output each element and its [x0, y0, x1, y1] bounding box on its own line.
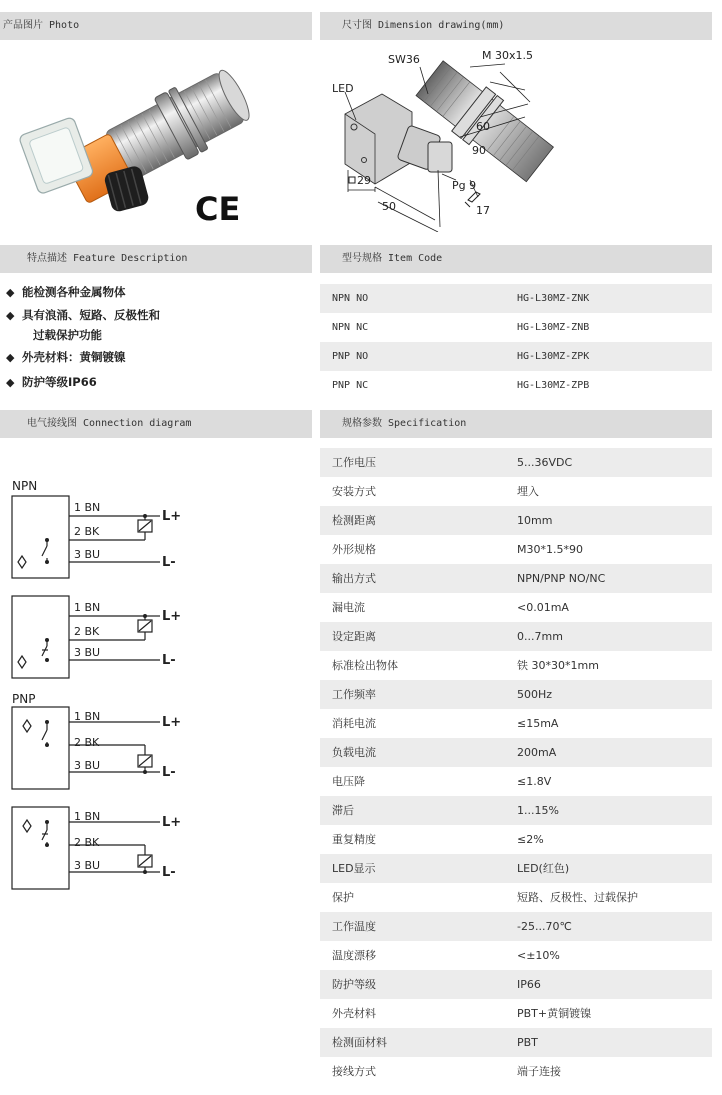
spec-name: 设定距离 [332, 630, 376, 643]
spec-name: 外壳材料 [332, 1007, 376, 1020]
wire-label: 2 BK [74, 836, 100, 849]
spec-row [320, 999, 712, 1028]
item-code: HG-L30MZ-ZPK [517, 351, 590, 362]
spec-value: 200mA [517, 746, 557, 759]
wire-label: 3 BU [74, 759, 101, 772]
wire-label: 2 BK [74, 525, 100, 538]
pnp-label: PNP [12, 692, 36, 706]
spec-value: 0...7mm [517, 630, 563, 643]
item-code-row [320, 342, 712, 371]
connection-header-text: 电气接线图 Connection diagram [27, 418, 192, 429]
spec-value: M30*1.5*90 [517, 543, 583, 556]
spec-name: 电压降 [332, 775, 365, 788]
connection-header [0, 410, 312, 438]
wire-label: 3 BU [74, 646, 101, 659]
photo-header-text: 产品图片 Photo [3, 20, 80, 31]
wire-label: 2 BK [74, 736, 100, 749]
spec-row [320, 593, 712, 622]
dim-60-label: 60 [476, 120, 490, 133]
spec-row [320, 564, 712, 593]
wire-label: 3 BU [74, 859, 101, 872]
connection-diagram [0, 470, 215, 895]
diamond-bullet-icon: ◆ [6, 286, 15, 299]
feature-text: 具有浪涌、短路、反极性和 [22, 308, 160, 322]
spec-name: 输出方式 [332, 572, 376, 585]
spec-row [320, 825, 712, 854]
spec-value: PBT [517, 1036, 538, 1049]
feature-text: 防护等级IP66 [22, 375, 97, 389]
wire-label: 3 BU [74, 548, 101, 561]
terminal-label: L- [162, 765, 176, 780]
wire-label: 1 BN [74, 710, 101, 723]
spec-value: 500Hz [517, 688, 553, 701]
spec-row [320, 970, 712, 999]
diamond-bullet-icon: ◆ [6, 309, 15, 322]
spec-row [320, 883, 712, 912]
spec-row [320, 535, 712, 564]
spec-name: 漏电流 [332, 601, 365, 614]
spec-name: 工作电压 [332, 456, 376, 469]
spec-value: 5...36VDC [517, 456, 573, 469]
photo-header [0, 12, 312, 40]
dim-90-label: 90 [472, 144, 486, 157]
spec-row [320, 854, 712, 883]
dimension-header [320, 12, 712, 40]
spec-value: 短路、反极性、过载保护 [517, 891, 638, 904]
spec-row [320, 506, 712, 535]
spec-name: 检测距离 [332, 514, 376, 527]
feature-header [0, 245, 312, 273]
spec-row [320, 941, 712, 970]
spec-row [320, 1057, 712, 1086]
spec-row [320, 1028, 712, 1057]
spec-value: 端子连接 [517, 1065, 561, 1078]
spec-name: 外形规格 [332, 543, 376, 556]
spec-name: 重复精度 [332, 833, 376, 846]
dim-led-label: LED [332, 82, 354, 95]
diamond-bullet-icon: ◆ [6, 351, 15, 364]
item-code: HG-L30MZ-ZPB [517, 380, 590, 391]
item-code-row [320, 313, 712, 342]
feature-item [6, 374, 97, 390]
ce-mark: CE [195, 190, 241, 228]
spec-name: 消耗电流 [332, 717, 376, 730]
spec-name: 负载电流 [332, 746, 376, 759]
specification-header-text: 规格参数 Specification [342, 418, 467, 429]
spec-value: ≤1.8V [517, 775, 552, 788]
spec-value: 铁 30*30*1mm [517, 659, 599, 672]
wire-label: 1 BN [74, 501, 101, 514]
terminal-label: L- [162, 653, 176, 668]
feature-header-text: 特点描述 Feature Description [27, 253, 188, 264]
item-type: NPN NC [332, 322, 369, 333]
spec-value: 1...15% [517, 804, 559, 817]
spec-value: <0.01mA [517, 601, 569, 614]
diamond-bullet-icon: ◆ [6, 376, 15, 389]
spec-name: LED显示 [332, 862, 376, 875]
item-code-row [320, 284, 712, 313]
item-type: NPN NO [332, 293, 369, 304]
spec-value: PBT+黄铜镀镍 [517, 1007, 592, 1020]
spec-row [320, 738, 712, 767]
feature-item [6, 349, 126, 365]
terminal-label: L- [162, 555, 176, 570]
spec-name: 安装方式 [332, 485, 376, 498]
dim-wrench-label: 17 [476, 204, 490, 217]
item-code: HG-L30MZ-ZNK [517, 293, 590, 304]
spec-value: <±10% [517, 949, 560, 962]
feature-item [6, 307, 160, 323]
spec-value: ≤15mA [517, 717, 559, 730]
item-code: HG-L30MZ-ZNB [517, 322, 590, 333]
spec-row [320, 912, 712, 941]
spec-value: 埋入 [517, 485, 539, 498]
spec-row [320, 477, 712, 506]
spec-name: 检测面材料 [332, 1036, 387, 1049]
dim-thread-label: M 30x1.5 [482, 49, 533, 62]
terminal-label: L- [162, 865, 176, 880]
terminal-label: L+ [162, 509, 182, 524]
dim-50-label: 50 [382, 200, 396, 213]
spec-row [320, 709, 712, 738]
terminal-label: L+ [162, 609, 182, 624]
spec-value: -25...70℃ [517, 920, 572, 933]
terminal-label: L+ [162, 715, 182, 730]
feature-text: 能检测各种金属物体 [22, 285, 126, 299]
spec-value: NPN/PNP NO/NC [517, 572, 606, 585]
spec-row [320, 651, 712, 680]
item-type: PNP NO [332, 351, 369, 362]
wire-label: 1 BN [74, 601, 101, 614]
dim-sw-label: SW36 [388, 53, 420, 66]
dimension-drawing [320, 42, 620, 232]
dim-pg-label: Pg 9 [452, 179, 477, 192]
spec-value: LED(红色) [517, 862, 570, 875]
square-symbol [349, 177, 355, 183]
spec-value: 10mm [517, 514, 553, 527]
product-photo [15, 50, 305, 235]
spec-row [320, 767, 712, 796]
spec-value: ≤2% [517, 833, 544, 846]
item-code-header-text: 型号规格 Item Code [342, 253, 443, 264]
spec-name: 标准检出物体 [332, 659, 398, 672]
spec-name: 工作频率 [332, 688, 376, 701]
spec-name: 防护等级 [332, 978, 376, 991]
feature-text: 外壳材料：黄铜镀镍 [22, 350, 126, 364]
wire-label: 1 BN [74, 810, 101, 823]
spec-name: 工作温度 [332, 920, 376, 933]
npn-label: NPN [12, 479, 38, 493]
feature-item [6, 284, 126, 300]
specification-header [320, 410, 712, 438]
spec-row [320, 680, 712, 709]
spec-name: 保护 [332, 891, 354, 904]
dimension-header-text: 尺寸图 Dimension drawing(mm) [342, 20, 505, 31]
spec-row [320, 448, 712, 477]
wire-label: 2 BK [74, 625, 100, 638]
spec-row [320, 796, 712, 825]
spec-value: IP66 [517, 978, 541, 991]
spec-name: 滞后 [332, 804, 354, 817]
terminal-label: L+ [162, 815, 182, 830]
item-type: PNP NC [332, 380, 369, 391]
feature-item-continuation: 过载保护功能 [33, 328, 102, 342]
spec-name: 接线方式 [332, 1065, 376, 1078]
spec-row [320, 622, 712, 651]
dim-29-label: 29 [357, 174, 371, 187]
item-code-header [320, 245, 712, 273]
spec-name: 温度漂移 [332, 949, 376, 962]
item-code-row [320, 371, 712, 400]
